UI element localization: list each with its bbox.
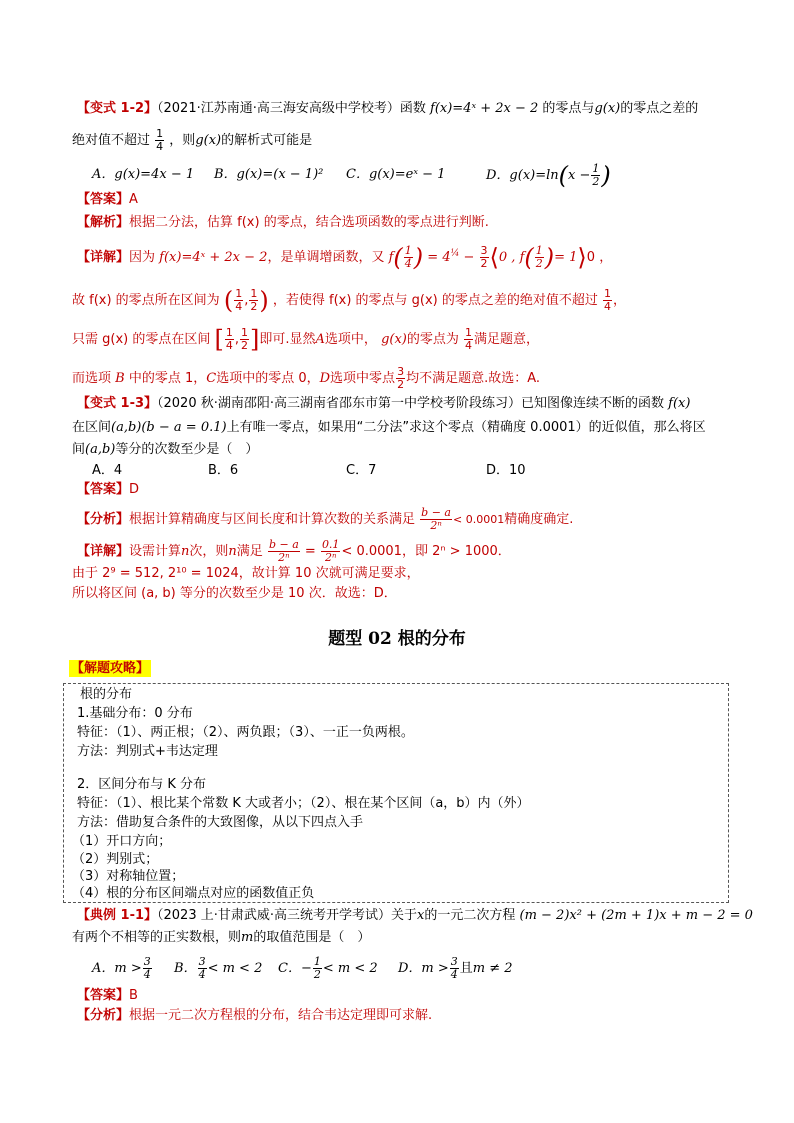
v12-answer-value: A	[129, 192, 138, 207]
ex11-opt-b-mid: < m < 2	[207, 961, 263, 976]
v12-line1	[77, 101, 698, 117]
v13-l2c: 上有唯一零点，如果用“二分法”求这个零点（精确度 0.0001）的近似值，那么将区	[226, 420, 706, 435]
v13-fx: f(x)	[668, 396, 691, 411]
ex11-analysis-text: 根据一元二次方程根的分布，结合韦达定理即可求解.	[129, 1008, 433, 1023]
v12-fx: f(x)=4ˣ + 2x − 2	[430, 101, 539, 116]
v12-d1-f-half: f( $\frac{1}{2}$ )	[519, 243, 555, 272]
v12-analysis-label: 【解析】	[77, 215, 130, 230]
v12-d4-frac	[396, 366, 405, 391]
v12-d2-f1n: 1	[235, 287, 243, 300]
v12-d3e: 满足题意，	[474, 332, 540, 347]
v12-d1-half-den: 2	[535, 257, 543, 270]
v13-l3b: 等分的次数至少是（ ）	[115, 442, 259, 457]
ex11-d-d: 4	[450, 968, 458, 981]
v12-d1-half-num: 1	[535, 244, 543, 257]
v12-gx-2: g(x)	[195, 133, 222, 148]
ex11-opt-b-pre: B．	[174, 961, 197, 976]
ex11-opt-a-pre: A．m >	[92, 961, 142, 976]
v12-d2-f1d: 4	[235, 300, 243, 313]
v12-source: （2021·江苏南通·高三海安高级中学校考）函数	[157, 101, 426, 116]
v12-mid: 的零点与	[542, 101, 595, 116]
v13-opt-a: A．4	[92, 463, 123, 478]
ex11-equation: (m − 2)x² + (2m + 1)x + m − 2 = 0	[519, 908, 753, 923]
v13-analysis	[77, 507, 573, 532]
ex11-l2a: 有两个不相等的正实数根，则	[72, 930, 242, 945]
v13-detail-3	[72, 586, 397, 602]
v12-line2a: 绝对值不超过	[72, 133, 151, 148]
box-line-7: 方法：借助复合条件的大致图像，从以下四点入手	[77, 815, 364, 830]
v12-d1-num3: 3	[480, 244, 488, 257]
v13-d1c: 满足	[236, 544, 263, 559]
ex11-answer	[77, 988, 138, 1004]
v13-d1-f2n: 0.1	[321, 538, 340, 551]
v13-line2	[72, 420, 706, 436]
v12-d1-frac	[404, 245, 413, 270]
v12-opt-d-num: 1	[592, 162, 600, 175]
v12-d3d: 的零点为	[406, 332, 459, 347]
v12-opt-d-paren-close: )	[601, 161, 611, 190]
ex11-tag: 【典例 1-1】	[77, 908, 158, 923]
ex11-opt-c-pre: C．−	[278, 961, 312, 976]
ex11-opt-d-frac	[450, 956, 459, 981]
v13-l2b: (a,b)(b − a = 0.1)	[111, 420, 227, 435]
ex11-c-n: 1	[313, 955, 321, 968]
v12-d3-f2n: 1	[241, 326, 249, 339]
ex11-var-x: x	[417, 908, 425, 923]
v12-opt-d-den: 2	[592, 175, 600, 188]
box-line-5: 2．区间分布与 K 分布	[77, 777, 207, 792]
v12-opt-d	[486, 163, 611, 188]
v12-tag: 【变式 1-2】	[77, 101, 158, 116]
v12-d2-frac2	[249, 288, 258, 313]
v13-analysis-label: 【分析】	[77, 512, 130, 527]
box-line-4: 方法：判别式+韦达定理	[77, 744, 218, 759]
v12-d3-gx: g(x)	[381, 332, 407, 347]
ex11-d-n: 3	[450, 955, 458, 968]
box-line-3: 特征：（1）、两正根；（2）、两负跟；（3）、一正一负两根。	[77, 725, 414, 740]
v12-d4e: 均不满足题意.故选：A.	[406, 371, 540, 386]
ex11-var-m: m	[241, 930, 254, 945]
v13-d1-f1d: 2ⁿ	[278, 551, 290, 564]
ex11-b-d: 4	[198, 968, 206, 981]
ex11-source: （2023 上·甘肃武威·高三统考开学考试）关于	[157, 908, 417, 923]
v12-d3-f3d: 4	[465, 339, 473, 352]
v12-opt-a: A．g(x)=4x − 1	[92, 167, 195, 182]
ex11-opt-a-frac	[143, 956, 152, 981]
v12-d3-f1d: 4	[225, 339, 233, 352]
ex11-line1	[77, 908, 753, 924]
v12-d2b: ，若使得 f(x) 的零点与 g(x) 的零点之差的绝对值不超过	[272, 293, 598, 308]
v12-frac-quarter	[155, 128, 164, 153]
ex11-opt-d-pre: D．m >	[398, 961, 449, 976]
v12-analysis-text: 根据二分法，估算 f(x) 的零点，结合选项函数的零点进行判断.	[129, 215, 489, 230]
v13-answer-value: D	[129, 482, 140, 497]
v12-d2-frac1	[234, 288, 243, 313]
v13-opt-d: D．10	[486, 463, 526, 478]
v13-analysis-b: < 0.0001	[452, 513, 505, 526]
v13-detail-1: 【详解】设需计算n次，则n满足 $\frac{b - a}{\text{2ⁿ}}$ = $\frac{0.1}{\text{2ⁿ}}$ < 0.0001，即 2ⁿ > 1000．	[77, 538, 511, 564]
v12-gx: g(x)	[594, 101, 621, 116]
v12-d4a: 而选项	[72, 371, 112, 386]
v12-d3-frac2	[240, 327, 249, 352]
v12-opt-d-pre: D．g(x)=ln	[486, 168, 559, 183]
v13-l2a: 在区间	[72, 420, 112, 435]
ex11-l2b: 的取值范围是（ ）	[253, 930, 371, 945]
ex11-answer-label: 【答案】	[77, 988, 130, 1003]
v13-answer-label: 【答案】	[77, 482, 130, 497]
v13-detail-2	[72, 566, 420, 582]
v12-d4-fd: 2	[397, 378, 405, 391]
v12-d4d: 选项中零点	[330, 371, 396, 386]
v12-d2-frac3	[603, 288, 612, 313]
ex11-opt-b-frac	[198, 956, 207, 981]
ex11-opt-c	[278, 956, 378, 981]
v12-line2	[72, 128, 312, 153]
strategy-tag: 【解题攻略】	[71, 661, 150, 676]
v12-detail-2: 故 f(x) 的零点所在区间为 ( $\frac{1}{4}$ , $\frac{1}{2}$ ) ，若使得 f(x) 的零点与 g(x) 的零点之差的绝对值不超过 $\frac{1}{4}$ ，	[72, 286, 627, 315]
v13-answer	[77, 482, 139, 498]
v12-d3a: 只需 g(x) 的零点在区间	[72, 332, 211, 347]
v12-detail-4: 而选项 B 中的零点 1，C选项中的零点 0，D选项中零点 $\frac{3}{2}$ 均不满足题意.故选：A.	[72, 365, 540, 391]
ex11-opt-a	[92, 956, 153, 981]
box-line-9: （2）判别式；	[72, 852, 159, 867]
ex11-source-b: 的一元二次方程	[424, 908, 516, 923]
box-line-10: （3）对称轴位置；	[72, 869, 185, 884]
v12-d3-frac3	[464, 327, 473, 352]
v13-analysis-c: 精确度确定.	[504, 512, 574, 527]
v12-d4b: 中的零点 1，	[128, 371, 207, 386]
v12-d2-f2n: 1	[250, 287, 258, 300]
v13-source: （2020 秋·湖南邵阳·高三湖南省邵东市第一中学校考阶段练习）已知图像连续不断的函数	[157, 396, 664, 411]
v12-frac-den: 4	[156, 140, 164, 153]
v13-d1b: 次，则	[189, 544, 229, 559]
ex11-analysis-label: 【分析】	[77, 1008, 130, 1023]
ex11-opt-d	[398, 956, 513, 981]
v12-d1d: = 1	[554, 250, 578, 265]
v12-analysis	[77, 215, 489, 231]
v12-detail-label: 【详解】	[77, 250, 130, 265]
v12-opt-b: B．g(x)=(x − 1)²	[214, 167, 324, 182]
v12-opt-d-frac	[591, 163, 600, 188]
v13-analysis-a: 根据计算精确度与区间长度和计算次数的关系满足	[129, 512, 416, 527]
v13-detail-label: 【详解】	[77, 544, 130, 559]
v12-d4c: 选项中的零点 0，	[216, 371, 320, 386]
v12-d2-f3d: 4	[604, 300, 612, 313]
v13-analysis-frac	[420, 507, 452, 532]
v12-d3c: 选项中，	[324, 332, 377, 347]
ex11-opt-d-mid: 且	[459, 961, 473, 976]
v12-d3-f3n: 1	[465, 326, 473, 339]
v12-line2b: ，则	[169, 133, 196, 148]
section-title: 题型 02 根的分布	[328, 629, 466, 649]
v13-d1-f2d: 2ⁿ	[324, 551, 337, 564]
box-line-11: （4）根的分布区间端点对应的函数值正负	[72, 886, 315, 901]
v13-frac-den: 2ⁿ	[430, 519, 442, 532]
v12-d3-frac1	[225, 327, 234, 352]
v12-d2-f2d: 2	[250, 300, 258, 313]
v13-frac-num: b − a	[421, 506, 451, 519]
ex11-opt-b	[174, 956, 262, 981]
v13-opt-b: B．6	[208, 463, 239, 478]
v12-d1c: 0 ,	[498, 250, 516, 265]
ex11-a-n: 3	[143, 955, 151, 968]
v12-line2c: 的解析式可能是	[221, 133, 313, 148]
v12-d4-fn: 3	[397, 365, 405, 378]
v13-line3	[72, 442, 258, 458]
v13-d3: 所以将区间 (a, b) 等分的次数至少是 10 次．故选：D．	[72, 586, 397, 601]
v12-d1a: 因为	[129, 250, 156, 265]
ex11-analysis	[77, 1008, 432, 1024]
v12-d2-f3n: 1	[604, 287, 612, 300]
v13-l3a: 间	[72, 442, 86, 457]
v12-detail-3: 只需 g(x) 的零点在区间 [ $\frac{1}{4}$ , $\frac{1}{2}$ ]即可.显然A选项中， g(x)的零点为 $\frac{1}{4}$ 满足题意，	[72, 325, 540, 354]
v13-ab: (a,b)	[85, 442, 116, 457]
v12-opt-d-in: x −	[568, 168, 591, 183]
v12-answer-label: 【答案】	[77, 192, 130, 207]
v13-d1-frac1	[268, 539, 300, 564]
box-line-1: 根的分布	[80, 687, 133, 702]
v12-d1-frac-3-2	[480, 245, 489, 270]
v12-d1-fx: f(x)=4ˣ + 2x − 2	[159, 250, 268, 265]
v12-d1-den2: 2	[480, 257, 488, 270]
v12-d2a: 故 f(x) 的零点所在区间为	[72, 293, 220, 308]
ex11-answer-value: B	[129, 988, 138, 1003]
v12-tail: 的零点之差的	[620, 101, 699, 116]
v12-detail-1: 【详解】因为 f(x)=4ˣ + 2x − 2，是单调增函数，又 f( $\frac{1}{4}$ ) = $4^{\frac{1}{4}}$ − $\frac{3}{2}$ ⟨0 , f( $\frac{1}{2}$ )= 1⟩0 ，	[77, 243, 613, 272]
ex11-b-n: 3	[198, 955, 206, 968]
v13-d2: 由于 2⁹ = 512, 2¹⁰ = 1024，故计算 10 次就可满足要求，	[72, 566, 420, 581]
v13-d1a: 设需计算	[129, 544, 182, 559]
ex11-a-d: 4	[143, 968, 151, 981]
v13-d1-frac2	[321, 539, 341, 564]
v12-d1e: 0 ，	[586, 250, 613, 265]
ex11-opt-c-mid: < m < 2	[322, 961, 378, 976]
v12-answer	[77, 192, 138, 208]
v12-d1-frac-num: 1	[404, 244, 412, 257]
v12-d3b: 即可.显然	[259, 332, 316, 347]
v13-opt-c: C．7	[346, 463, 377, 478]
v13-d1-f1n: b − a	[268, 538, 299, 551]
v12-frac-num: 1	[156, 127, 164, 140]
box-line-6: 特征：（1）、根比某个常数 K 大或者小；（2）、根在某个区间（a，b）内（外）	[77, 796, 530, 811]
ex11-line2	[72, 930, 370, 946]
v12-d1-frac-half	[535, 245, 544, 270]
v12-d1-f-quarter: f( $\frac{1}{4}$ ) = $4^{\frac{1}{4}}$ −	[388, 243, 475, 272]
box-line-8: （1）开口方向；	[72, 834, 172, 849]
ex11-opt-c-frac	[313, 956, 322, 981]
v12-opt-c: C．g(x)=eˣ − 1	[346, 167, 446, 182]
v12-d3-f2d: 2	[241, 339, 249, 352]
v12-d1-frac-den: 4	[404, 257, 412, 270]
v12-d3-f1n: 1	[225, 326, 233, 339]
v13-tag: 【变式 1-3】	[77, 396, 158, 411]
v12-d1b: ，是单调增函数，又	[267, 250, 385, 265]
box-line-2: 1.基础分布：0 分布	[77, 706, 193, 721]
ex11-c-d: 2	[313, 968, 321, 981]
v13-line1	[77, 396, 690, 412]
v12-opt-d-paren: (	[558, 161, 569, 190]
ex11-opt-d-tail: m ≠ 2	[472, 961, 513, 976]
v13-d1d: < 0.0001，即 2ⁿ > 1000．	[341, 544, 511, 559]
